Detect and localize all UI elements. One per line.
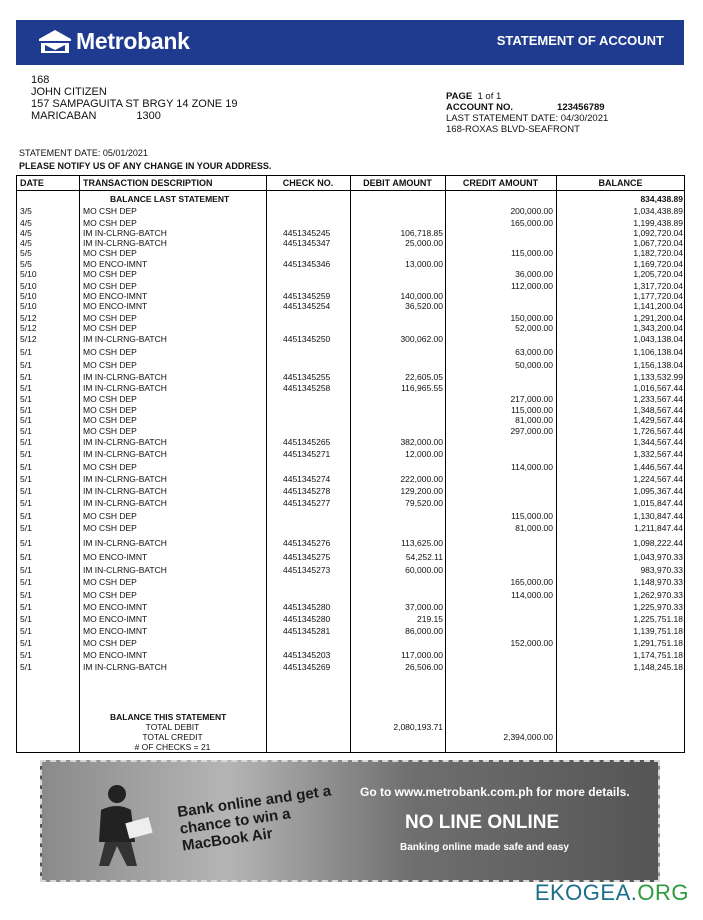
row-description: MO ENCO-IMNT [83, 291, 148, 301]
row-date: 5/10 [20, 281, 37, 291]
row-balance: 1,133,532.99 [633, 372, 683, 382]
row-date: 5/10 [20, 291, 37, 301]
row-description: MO CSH DEP [83, 313, 137, 323]
row-debit: 113,625.00 [401, 538, 443, 548]
row-description: MO CSH DEP [83, 347, 137, 357]
row-description: IM IN-CLRNG-BATCH [83, 449, 167, 459]
account-info [446, 91, 608, 135]
row-date: 5/1 [20, 565, 32, 575]
row-description: MO CSH DEP [83, 206, 137, 216]
row-description: MO CSH DEP [83, 394, 137, 404]
row-credit: 63,000.00 [515, 347, 553, 357]
row-description: IM IN-CLRNG-BATCH [83, 334, 167, 344]
row-description: IM IN-CLRNG-BATCH [83, 498, 167, 508]
row-date: 5/1 [20, 437, 32, 447]
row-balance: 1,344,567.44 [633, 437, 683, 447]
row-description: MO ENCO-IMNT [83, 602, 148, 612]
row-debit: 382,000.00 [400, 437, 443, 447]
row-description: IM IN-CLRNG-BATCH [83, 372, 167, 382]
row-description: MO ENCO-IMNT [83, 259, 148, 269]
opening-label: BALANCE LAST STATEMENT [110, 194, 230, 204]
row-check-no: 4451345347 [283, 238, 331, 248]
banner-headline: Bank online and get a chance to win a MacBook Air [176, 782, 333, 855]
row-credit: 115,000.00 [511, 248, 553, 258]
row-date: 5/5 [20, 259, 32, 269]
row-credit: 115,000.00 [511, 511, 553, 521]
row-check-no: 4451345258 [283, 383, 331, 393]
row-description: MO CSH DEP [83, 638, 137, 648]
row-credit: 81,000.00 [515, 523, 553, 533]
row-description: MO CSH DEP [83, 462, 137, 472]
row-balance: 1,199,438.89 [633, 218, 683, 228]
row-check-no: 4451345280 [283, 614, 331, 624]
row-description: MO CSH DEP [83, 360, 137, 370]
row-balance: 1,156,138.04 [633, 360, 683, 370]
row-debit: 79,520.00 [405, 498, 443, 508]
row-balance: 1,139,751.18 [633, 626, 683, 636]
customer-address [31, 74, 237, 122]
row-date: 5/1 [20, 523, 32, 533]
row-credit: 217,000.00 [510, 394, 553, 404]
page-info [446, 91, 608, 102]
row-check-no: 4451345281 [283, 626, 331, 636]
row-credit: 165,000.00 [510, 577, 553, 587]
account-value: 123456789 [557, 102, 605, 113]
row-balance: 1,446,567.44 [633, 462, 683, 472]
banner-tagline: Banking online made safe and easy [400, 842, 569, 853]
row-credit: 114,000.00 [511, 590, 553, 600]
row-description: MO ENCO-IMNT [83, 552, 148, 562]
row-debit: 60,000.00 [405, 565, 443, 575]
row-debit: 219.15 [417, 614, 443, 624]
row-credit: 36,000.00 [515, 269, 553, 279]
row-debit: 37,000.00 [405, 602, 443, 612]
row-balance: 1,148,245.18 [633, 662, 683, 672]
row-debit: 26,506.00 [405, 662, 443, 672]
row-description: IM IN-CLRNG-BATCH [83, 383, 167, 393]
row-balance: 1,262,970.33 [633, 590, 683, 600]
row-description: MO CSH DEP [83, 323, 137, 333]
row-date: 5/12 [20, 313, 37, 323]
row-balance: 1,169,720.04 [633, 259, 683, 269]
row-balance: 1,224,567.44 [633, 474, 683, 484]
row-date: 5/12 [20, 323, 37, 333]
row-description: MO CSH DEP [83, 590, 137, 600]
row-date: 5/1 [20, 394, 32, 404]
row-description: MO ENCO-IMNT [83, 626, 148, 636]
row-date: 5/1 [20, 449, 32, 459]
row-debit: 54,252.11 [405, 552, 443, 562]
row-balance: 1,343,200.04 [633, 323, 683, 333]
row-balance: 1,348,567.44 [633, 405, 683, 415]
metrobank-logo [38, 28, 190, 55]
transactions-table [16, 175, 685, 753]
total-credit: 2,394,000.00 [503, 732, 553, 742]
row-balance: 1,092,720.04 [633, 228, 683, 238]
row-check-no: 4451345346 [283, 259, 331, 269]
metrobank-logo-icon [38, 29, 72, 55]
row-check-no: 4451345273 [283, 565, 331, 575]
row-balance: 1,106,138.04 [633, 347, 683, 357]
statement-header [16, 20, 684, 65]
row-description: IM IN-CLRNG-BATCH [83, 238, 167, 248]
watermark [535, 880, 689, 906]
col-credit: CREDIT AMOUNT [462, 178, 539, 188]
row-balance: 1,233,567.44 [633, 394, 683, 404]
row-check-no: 4451345259 [283, 291, 331, 301]
row-credit: 81,000.00 [515, 415, 553, 425]
row-date: 5/1 [20, 498, 32, 508]
person-laptop-icon [87, 780, 157, 870]
row-date: 5/1 [20, 662, 32, 672]
row-date: 5/5 [20, 248, 32, 258]
row-debit: 140,000.00 [400, 291, 443, 301]
row-date: 4/5 [20, 238, 32, 248]
row-description: MO CSH DEP [83, 511, 137, 521]
customer-city-zip [31, 110, 237, 122]
row-credit: 200,000.00 [510, 206, 553, 216]
row-date: 5/1 [20, 383, 32, 393]
row-balance: 1,095,367.44 [633, 486, 683, 496]
row-description: IM IN-CLRNG-BATCH [83, 662, 167, 672]
row-balance: 1,177,720.04 [633, 291, 683, 301]
row-date: 5/10 [20, 301, 37, 311]
row-debit: 222,000.00 [400, 474, 443, 484]
row-check-no: 4451345271 [283, 449, 331, 459]
row-debit: 25,000.00 [405, 238, 443, 248]
row-balance: 1,429,567.44 [633, 415, 683, 425]
row-description: IM IN-CLRNG-BATCH [83, 538, 167, 548]
row-date: 5/1 [20, 614, 32, 624]
col-description: TRANSACTION DESCRIPTION [83, 178, 213, 188]
row-credit: 297,000.00 [510, 426, 553, 436]
col-debit: DEBIT AMOUNT [363, 178, 432, 188]
customer-street: 157 SAMPAGUITA ST BRGY 14 ZONE 19 [31, 98, 238, 110]
row-balance: 1,205,720.04 [633, 269, 683, 279]
customer-zip: 1300 [136, 110, 161, 122]
account-label: ACCOUNT NO. [446, 102, 514, 113]
row-description: MO CSH DEP [83, 269, 137, 279]
row-date: 5/1 [20, 511, 32, 521]
row-debit: 116,965.55 [401, 383, 443, 393]
row-date: 5/1 [20, 462, 32, 472]
brand-name: Metrobank [76, 28, 190, 54]
row-debit: 106,718.85 [400, 228, 443, 238]
row-check-no: 4451345280 [283, 602, 331, 612]
row-balance: 1,043,138.04 [633, 334, 683, 344]
row-balance: 1,332,567.44 [633, 449, 683, 459]
watermark-part1: EKOGEA. [534, 880, 638, 905]
row-date: 5/1 [20, 347, 32, 357]
row-date: 5/10 [20, 269, 37, 279]
row-description: IM IN-CLRNG-BATCH [83, 228, 167, 238]
row-check-no: 4451345278 [283, 486, 331, 496]
row-description: MO CSH DEP [83, 426, 137, 436]
row-balance: 983,970.33 [640, 565, 683, 575]
row-date: 3/5 [20, 206, 32, 216]
statement-title: STATEMENT OF ACCOUNT [496, 33, 664, 48]
row-check-no: 4451345254 [283, 301, 331, 311]
row-date: 5/1 [20, 405, 32, 415]
row-balance: 1,726,567.44 [633, 426, 683, 436]
row-date: 4/5 [20, 228, 32, 238]
row-debit: 86,000.00 [405, 626, 443, 636]
row-credit: 152,000.00 [510, 638, 553, 648]
last-statement-date: LAST STATEMENT DATE: 04/30/2021 [446, 113, 609, 124]
row-description: MO CSH DEP [83, 281, 137, 291]
row-balance: 1,130,847.44 [633, 511, 683, 521]
row-balance: 1,225,751.18 [633, 614, 683, 624]
row-debit: 22,605.05 [405, 372, 443, 382]
promo-banner[interactable] [40, 760, 660, 882]
row-date: 5/1 [20, 372, 32, 382]
row-balance: 1,016,567.44 [633, 383, 683, 393]
total-credit-label: TOTAL CREDIT [142, 732, 203, 742]
row-balance: 1,174,751.18 [633, 650, 683, 660]
col-balance: BALANCE [598, 178, 643, 188]
total-debit: 2,080,193.71 [393, 722, 443, 732]
row-check-no: 4451345277 [283, 498, 331, 508]
row-date: 5/1 [20, 590, 32, 600]
row-date: 5/1 [20, 650, 32, 660]
row-balance: 1,182,720.04 [633, 248, 683, 258]
col-date: DATE [20, 178, 44, 188]
row-check-no: 4451345275 [283, 552, 331, 562]
total-debit-label: TOTAL DEBIT [145, 722, 200, 732]
row-balance: 1,015,847.44 [633, 498, 683, 508]
row-balance: 1,067,720.04 [633, 238, 683, 248]
row-balance: 1,291,751.18 [633, 638, 683, 648]
row-check-no: 4451345276 [283, 538, 331, 548]
row-description: IM IN-CLRNG-BATCH [83, 486, 167, 496]
page-value: 1 of 1 [477, 91, 502, 102]
row-check-no: 4451345250 [283, 334, 331, 344]
row-credit: 112,000.00 [511, 281, 553, 291]
row-credit: 165,000.00 [510, 218, 553, 228]
row-date: 5/1 [20, 426, 32, 436]
row-date: 5/12 [20, 334, 37, 344]
row-description: MO ENCO-IMNT [83, 614, 148, 624]
row-description: MO CSH DEP [83, 415, 137, 425]
row-date: 5/1 [20, 360, 32, 370]
watermark-part2: ORG [637, 880, 689, 905]
row-check-no: 4451345203 [283, 650, 331, 660]
row-date: 5/1 [20, 474, 32, 484]
row-check-no: 4451345274 [283, 474, 331, 484]
row-description: IM IN-CLRNG-BATCH [83, 474, 167, 484]
row-credit: 150,000.00 [510, 313, 553, 323]
row-credit: 115,000.00 [511, 405, 553, 415]
branch: 168-ROXAS BLVD-SEAFRONT [446, 124, 580, 135]
row-description: MO CSH DEP [83, 523, 137, 533]
row-check-no: 4451345265 [283, 437, 331, 447]
row-date: 5/1 [20, 415, 32, 425]
row-balance: 1,291,200.04 [633, 313, 683, 323]
account-number [446, 102, 608, 113]
row-debit: 117,000.00 [401, 650, 443, 660]
row-date: 4/5 [20, 218, 32, 228]
banner-url-text: Go to www.metrobank.com.ph for more details. [360, 785, 630, 799]
check-count: # OF CHECKS = 21 [134, 742, 211, 752]
row-balance: 1,141,200.04 [633, 301, 683, 311]
row-credit: 50,000.00 [515, 360, 553, 370]
row-date: 5/1 [20, 638, 32, 648]
row-balance: 1,034,438.89 [633, 206, 683, 216]
row-balance: 1,098,222.44 [633, 538, 683, 548]
row-description: MO CSH DEP [83, 405, 137, 415]
row-date: 5/1 [20, 552, 32, 562]
row-description: MO CSH DEP [83, 218, 137, 228]
row-description: MO CSH DEP [83, 577, 137, 587]
customer-city: MARICABAN [31, 110, 97, 122]
row-balance: 1,211,847.44 [634, 523, 683, 533]
row-check-no: 4451345255 [283, 372, 331, 382]
row-date: 5/1 [20, 486, 32, 496]
row-date: 5/1 [20, 626, 32, 636]
row-balance: 1,317,720.04 [633, 281, 683, 291]
row-debit: 129,200.00 [400, 486, 443, 496]
row-description: IM IN-CLRNG-BATCH [83, 565, 167, 575]
row-credit: 114,000.00 [511, 462, 553, 472]
row-description: MO ENCO-IMNT [83, 301, 148, 311]
customer-code: 168 [31, 74, 50, 86]
opening-balance: 834,438.89 [640, 194, 683, 204]
row-date: 5/1 [20, 602, 32, 612]
row-debit: 300,062.00 [400, 334, 443, 344]
row-debit: 13,000.00 [405, 259, 443, 269]
row-debit: 12,000.00 [405, 449, 443, 459]
address-notice: PLEASE NOTIFY US OF ANY CHANGE IN YOUR ADDRESS. [19, 161, 272, 171]
row-check-no: 4451345269 [283, 662, 331, 672]
row-check-no: 4451345245 [283, 228, 331, 238]
row-balance: 1,043,970.33 [633, 552, 683, 562]
summary-label: BALANCE THIS STATEMENT [110, 712, 227, 722]
row-debit: 36,520.00 [405, 301, 443, 311]
customer-name: JOHN CITIZEN [31, 86, 107, 98]
row-balance: 1,148,970.33 [633, 577, 683, 587]
row-balance: 1,225,970.33 [633, 602, 683, 612]
row-description: MO CSH DEP [83, 248, 137, 258]
row-description: IM IN-CLRNG-BATCH [83, 437, 167, 447]
banner-slogan: NO LINE ONLINE [405, 812, 560, 833]
col-check-no: CHECK NO. [282, 178, 334, 188]
row-credit: 52,000.00 [515, 323, 553, 333]
row-date: 5/1 [20, 577, 32, 587]
statement-date: STATEMENT DATE: 05/01/2021 [19, 148, 148, 158]
row-description: MO ENCO-IMNT [83, 650, 148, 660]
page-label: PAGE [446, 91, 473, 102]
row-date: 5/1 [20, 538, 32, 548]
